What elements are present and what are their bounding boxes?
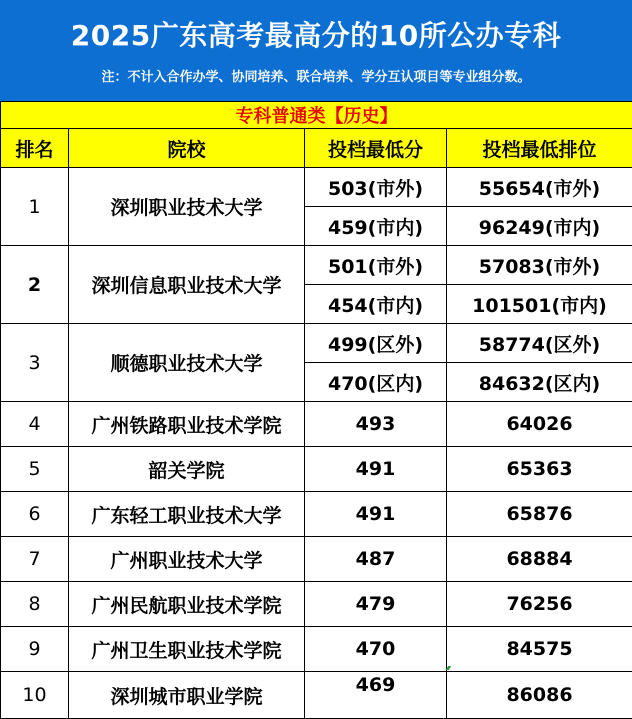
page-title: 2025广东高考最高分的10所公办专科: [0, 14, 632, 54]
table-row: [1, 447, 632, 492]
score-cell: 469: [305, 672, 447, 719]
footnote: 注：不计入合作办学、协同培养、联合培养、学分互认项目等专业组分数。: [0, 66, 632, 85]
score-cell: 479: [305, 582, 447, 627]
rank-position-cell: 55654(市外): [447, 168, 632, 207]
school-cell: 广州卫生职业技术学院: [69, 627, 305, 672]
school-cell: 广州民航职业技术学院: [69, 582, 305, 627]
rank-cell: 7: [1, 537, 69, 582]
rank-cell: 6: [1, 492, 69, 537]
table-row: [1, 492, 632, 537]
score-cell: 491: [305, 447, 447, 492]
rank-position-cell: 84632(区内): [447, 363, 632, 402]
column-header-school: 院校: [69, 129, 305, 168]
score-cell: 470: [305, 627, 447, 672]
table-row: [1, 246, 632, 285]
score-cell: 493: [305, 402, 447, 447]
score-cell: 454(市内): [305, 285, 447, 324]
rank-cell: 1: [1, 168, 69, 246]
school-cell: 广州职业技术大学: [69, 537, 305, 582]
rank-cell: 5: [1, 447, 69, 492]
score-cell: 470(区内): [305, 363, 447, 402]
table-row: [1, 402, 632, 447]
table-row: [1, 627, 632, 672]
rank-position-cell: 65363: [447, 447, 632, 492]
school-cell: 韶关学院: [69, 447, 305, 492]
rank-position-cell: 84575: [447, 627, 632, 672]
school-cell: 顺德职业技术大学: [69, 324, 305, 402]
table-row: [1, 537, 632, 582]
rank-position-cell: 58774(区外): [447, 324, 632, 363]
rank-position-cell: 65876: [447, 492, 632, 537]
rank-position-cell: 101501(市内): [447, 285, 632, 324]
score-cell: 503(市外): [305, 168, 447, 207]
school-cell: 深圳信息职业技术大学: [69, 246, 305, 324]
rank-position-cell: 86086: [447, 672, 632, 719]
rank-position-cell: 57083(市外): [447, 246, 632, 285]
category-label: 专科普通类【历史】: [1, 102, 632, 129]
column-header-rank: 排名: [1, 129, 69, 168]
score-cell: 487: [305, 537, 447, 582]
rank-position-cell: 76256: [447, 582, 632, 627]
score-cell: 501(市外): [305, 246, 447, 285]
rank-cell: 9: [1, 627, 69, 672]
table-row: [1, 324, 632, 363]
school-cell: 深圳城市职业学院: [69, 672, 305, 719]
rank-position-cell: 64026: [447, 402, 632, 447]
column-header-min-score: 投档最低分: [305, 129, 447, 168]
table-row: [1, 672, 632, 719]
rank-cell: 8: [1, 582, 69, 627]
score-cell: 491: [305, 492, 447, 537]
rank-position-cell: 96249(市内): [447, 207, 632, 246]
school-cell: 深圳职业技术大学: [69, 168, 305, 246]
rank-cell: 2: [1, 246, 69, 324]
rank-cell: 4: [1, 402, 69, 447]
ranking-table: [0, 101, 632, 719]
title-banner: [0, 0, 632, 101]
table-row: [1, 582, 632, 627]
score-cell: 499(区外): [305, 324, 447, 363]
column-header-min-rank: 投档最低排位: [447, 129, 632, 168]
school-cell: 广东轻工职业技术大学: [69, 492, 305, 537]
rank-cell: 3: [1, 324, 69, 402]
table-row: [1, 168, 632, 207]
rank-position-cell: 68884: [447, 537, 632, 582]
score-cell: 459(市内): [305, 207, 447, 246]
school-cell: 广州铁路职业技术学院: [69, 402, 305, 447]
rank-cell: 10: [1, 672, 69, 719]
